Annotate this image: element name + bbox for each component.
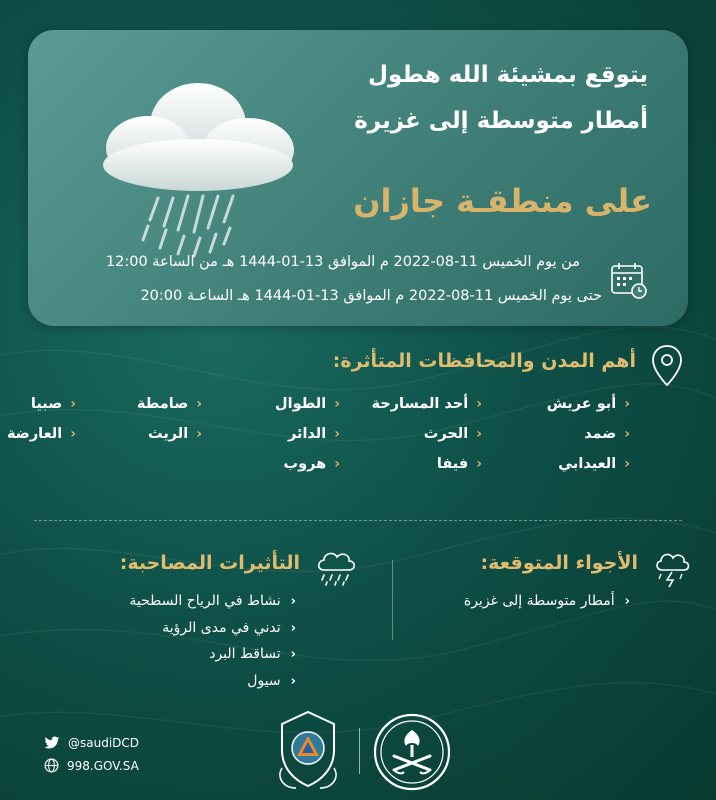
city-name: هروب (283, 456, 327, 472)
city-name: صامطة (136, 396, 189, 412)
city-item (584, 426, 630, 442)
cities-title: أهم المدن والمحافظات المتأثرة: (332, 350, 636, 372)
expected-weather-title: الأجواء المتوقعة: (480, 552, 638, 574)
twitter-handle: @saudiDCD (68, 736, 140, 750)
city-item (148, 426, 202, 442)
section-divider (34, 520, 682, 521)
storm-cloud-icon (652, 546, 692, 588)
location-pin-icon (650, 344, 684, 388)
globe-icon (44, 758, 59, 773)
city-item (558, 456, 630, 472)
city-item (31, 396, 76, 412)
civil-defense-logo (268, 708, 348, 794)
calendar-icon (610, 262, 648, 300)
effect-item (247, 673, 296, 689)
column-divider (392, 560, 393, 640)
city-item (288, 426, 340, 442)
city-name: العيدابي (558, 456, 617, 472)
city-name: الحرث (423, 426, 469, 442)
effects-title: التأثيرات المصاحبة: (119, 552, 300, 574)
date-from: من يوم الخميس 11-08-2022 م الموافق 13-01-1444 هـ من الساعة 12:00 (105, 254, 580, 270)
chevron-left-icon: ‹ (290, 593, 296, 609)
effect-item-label: تساقط البرد (209, 646, 281, 662)
city-name: الريث (147, 426, 189, 442)
website-link[interactable] (44, 758, 139, 773)
city-item (137, 396, 202, 412)
alert-headline-2: أمطار متوسطة إلى غزيرة (354, 108, 648, 134)
effect-item (162, 620, 296, 636)
chevron-left-icon: ‹ (476, 396, 482, 412)
twitter-link[interactable] (44, 736, 139, 750)
city-name: فيفا (436, 456, 469, 472)
chevron-left-icon: ‹ (196, 396, 202, 412)
expected-item-label: أمطار متوسطة إلى غزيرة (463, 593, 615, 609)
chevron-left-icon: ‹ (70, 396, 76, 412)
saudi-emblem-logo (372, 712, 452, 792)
chevron-left-icon: ‹ (476, 456, 482, 472)
effect-item (129, 593, 296, 609)
chevron-left-icon: ‹ (290, 673, 296, 689)
chevron-left-icon: ‹ (624, 593, 630, 609)
date-to: حتى يوم الخميس 11-08-2022 م الموافق 13-01-1444 هـ الساعـة 20:00 (140, 288, 602, 304)
city-item (437, 456, 482, 472)
alert-headline-1: يتوقع بمشيئة الله هطول (367, 62, 648, 88)
chevron-left-icon: ‹ (334, 396, 340, 412)
city-name: أبو عريش (546, 396, 617, 412)
chevron-left-icon: ‹ (624, 426, 630, 442)
effect-item-label: نشاط في الرياح السطحية (129, 593, 281, 609)
twitter-icon (44, 736, 60, 750)
city-name: الدائر (287, 426, 327, 442)
expected-item (464, 593, 630, 609)
city-item (371, 396, 482, 412)
chevron-left-icon: ‹ (70, 426, 76, 442)
city-name: ضمد (584, 426, 617, 442)
chevron-left-icon: ‹ (624, 396, 630, 412)
chevron-left-icon: ‹ (476, 426, 482, 442)
city-item (275, 396, 340, 412)
rain-cloud-icon (88, 70, 318, 260)
city-item (284, 456, 340, 472)
city-item (7, 426, 76, 442)
chevron-left-icon: ‹ (334, 426, 340, 442)
chevron-left-icon: ‹ (290, 646, 296, 662)
city-name: صبيا (30, 396, 63, 412)
effect-item (209, 646, 296, 662)
city-item (547, 396, 630, 412)
chevron-left-icon: ‹ (196, 426, 202, 442)
effect-item-label: تدني في مدى الرؤية (162, 620, 281, 636)
city-name: العارضة (7, 426, 63, 442)
rain-cloud-small-icon (314, 546, 358, 588)
chevron-left-icon: ‹ (290, 620, 296, 636)
city-item (424, 426, 482, 442)
city-name: أحد المسارحة (371, 396, 469, 412)
logo-divider (359, 728, 360, 774)
alert-card (28, 30, 688, 326)
region-title: على منطقـة جازان (353, 182, 652, 220)
website-url: 998.GOV.SA (67, 758, 139, 773)
chevron-left-icon: ‹ (334, 456, 340, 472)
effect-item-label: سيول (247, 673, 281, 689)
chevron-left-icon: ‹ (624, 456, 630, 472)
city-name: الطوال (275, 396, 327, 412)
